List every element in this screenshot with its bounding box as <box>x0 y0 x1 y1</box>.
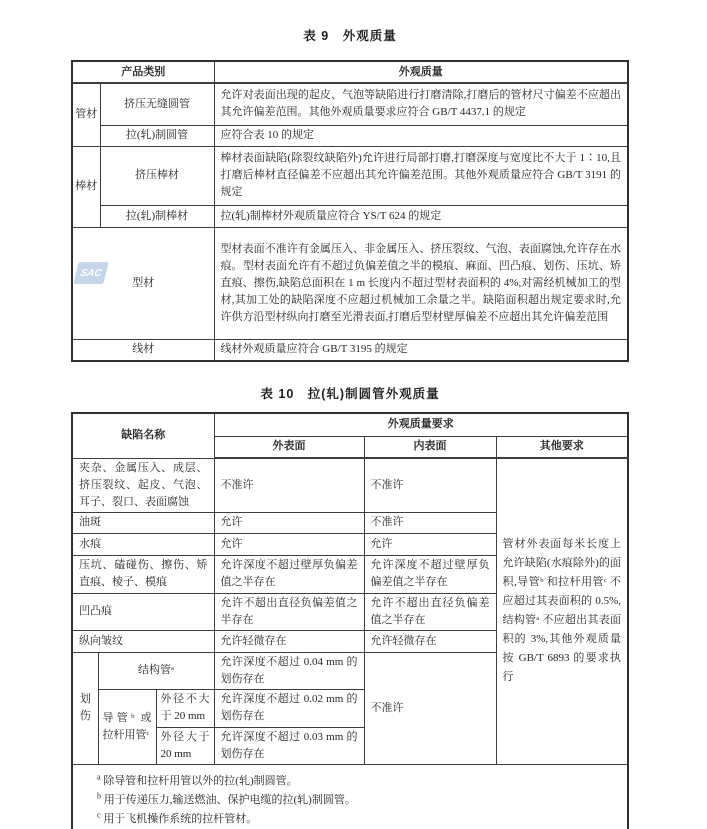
t9-category-profile: 型材 <box>72 227 214 339</box>
t10-inner-wrinkles: 允许轻微存在 <box>364 630 496 652</box>
t9-sub-extruded-bar: 挤压棒材 <box>100 146 214 205</box>
footnote-a <box>97 772 617 791</box>
t10-header-outer-surface: 外表面 <box>214 436 364 458</box>
t10-scratch-conduit-label: 导管ᵇ 或拉杆用管ᶜ <box>98 689 156 764</box>
table9-title: 表 9 外观质量 <box>303 29 397 43</box>
t9-req-extruded-bar: 棒材表面缺陷(除裂纹缺陷外)允许进行局部打磨,打磨深度与宽度比不大于 1∶10,且打磨后棒材直径偏差不应超出其允许偏差范围。其他外观质量应符合 GB/T 3191 的规定 <box>214 146 628 205</box>
t10-outer-wrinkles: 允许轻微存在 <box>214 630 364 652</box>
footnote-b-marker: b <box>97 790 101 800</box>
t10-header-other-req: 其他要求 <box>496 436 628 458</box>
t10-scratch-large-od: 外径大于 20 mm <box>156 727 214 764</box>
t10-defect-bump-marks: 凹凸痕 <box>72 593 214 630</box>
t9-req-wire: 线材外观质量应符合 GB/T 3195 的规定 <box>214 339 628 361</box>
t10-header-inner-surface: 内表面 <box>364 436 496 458</box>
t10-outer-inclusions: 不准许 <box>214 458 364 512</box>
t10-header-quality-req: 外观质量要求 <box>214 413 628 436</box>
t9-req-extruded-tube: 允许对表面出现的起皮、气泡等缺陷进行打磨清除,打磨后的管材尺寸偏差不应超出其允许偏差范围。其他外观质量要求应符合 GB/T 4437.1 的规定 <box>214 83 628 125</box>
t10-scratch-structural-tube: 结构管ᵃ <box>98 652 214 689</box>
t9-req-drawn-bar: 拉(轧)制棒材外观质量应符合 YS/T 624 的规定 <box>214 205 628 227</box>
t10-footnotes <box>72 764 628 829</box>
t10-defect-dents: 压坑、磕碰伤、擦伤、矫直痕、棱子、模痕 <box>72 555 214 593</box>
t10-outer-scratch-large-od: 允许深度不超过 0.03 mm 的划伤存在 <box>214 727 364 764</box>
t10-defect-wrinkles: 纵向皱纹 <box>72 630 214 652</box>
t10-scratch-small-od: 外径不大于 20 mm <box>156 689 214 727</box>
t10-inner-oil-stain: 不准许 <box>364 512 496 533</box>
t9-sub-drawn-tube: 拉(轧)制圆管 <box>100 125 214 146</box>
t9-req-profile: 型材表面不准许有金属压入、非金属压入、挤压裂纹、气泡、表面腐蚀,允许存在水痕。型材表面允许有不超过负偏差值之半的模痕、麻面、凹凸痕、划伤、压坑、矫直痕、擦伤,缺陷总面积在 1 m 长度内不超过型材表面积的 4%,对需经机械加工的型材,其加工处的缺陷深度不应超过机械加工余量之半。缺陷面积超出规定要求时,允许供方沿型材纵向打磨至光滑表面,打磨后型材壁厚偏差不应超出其允许偏差范围 <box>214 227 628 339</box>
t10-outer-scratch-small-od: 允许深度不超过 0.02 mm 的划伤存在 <box>214 689 364 727</box>
t10-outer-bump-marks: 允许不超出直径负偏差值之半存在 <box>214 593 364 630</box>
t10-header-defect-name: 缺陷名称 <box>72 413 214 458</box>
t10-outer-oil-stain: 允许 <box>214 512 364 533</box>
t9-category-bar: 棒材 <box>72 146 100 227</box>
table10-title: 表 10 拉(轧)制圆管外观质量 <box>260 387 440 401</box>
footnote-c-marker: c <box>97 809 101 819</box>
footnote-a-text: 除导管和拉杆用管以外的拉(轧)制圆管。 <box>103 774 298 787</box>
t10-inner-water-mark: 允许 <box>364 533 496 555</box>
t10-outer-scratch-structural: 允许深度不超过 0.04 mm 的划伤存在 <box>214 652 364 689</box>
t10-defect-water-mark: 水痕 <box>72 533 214 555</box>
t9-sub-extruded-tube: 挤压无缝圆管 <box>100 83 214 125</box>
t9-category-tube: 管材 <box>72 83 100 146</box>
t10-inner-dents: 允许深度不超过壁厚负偏差值之半存在 <box>364 555 496 593</box>
t10-inner-scratch: 不准许 <box>364 652 496 764</box>
footnote-b <box>97 791 617 810</box>
t9-header-appearance-quality: 外观质量 <box>214 61 628 83</box>
t10-outer-dents: 允许深度不超过壁厚负偏差值之半存在 <box>214 555 364 593</box>
t9-req-drawn-tube: 应符合表 10 的规定 <box>214 125 628 146</box>
t10-inner-bump-marks: 允许不超出直径负偏差值之半存在 <box>364 593 496 630</box>
t10-defect-scratch-label: 划伤 <box>72 652 98 764</box>
t10-other-requirement: 管材外表面每米长度上允许缺陷(水痕除外)的面积,导管ᵇ 和拉杆用管ᶜ 不应超过其表面积的 0.5%,结构管ᵃ 不应超出其表面积的 3%,其他外观质量按 GB/T 6893 的要求执行 <box>496 458 628 764</box>
t9-category-wire: 线材 <box>72 339 214 361</box>
table-10 <box>71 412 629 829</box>
footnote-b-text: 用于传递压力,输送燃油、保护电缆的拉(轧)制圆管。 <box>103 793 356 806</box>
t9-sub-drawn-bar: 拉(轧)制棒材 <box>100 205 214 227</box>
sac-watermark-text: SAC <box>79 267 103 279</box>
t10-defect-oil-stain: 油斑 <box>72 512 214 533</box>
footnote-c-text: 用于飞机操作系统的拉杆管材。 <box>103 812 258 825</box>
t10-inner-inclusions: 不准许 <box>364 458 496 512</box>
table-9 <box>71 60 629 362</box>
t10-defect-inclusions: 夹杂、金属压入、成层、挤压裂纹、起皮、气泡、耳子、裂口、表面腐蚀 <box>72 458 214 512</box>
t9-header-product-category: 产品类别 <box>72 61 214 83</box>
footnote-a-marker: a <box>97 771 101 781</box>
footnote-c <box>97 810 617 829</box>
t10-outer-water-mark: 允许 <box>214 533 364 555</box>
